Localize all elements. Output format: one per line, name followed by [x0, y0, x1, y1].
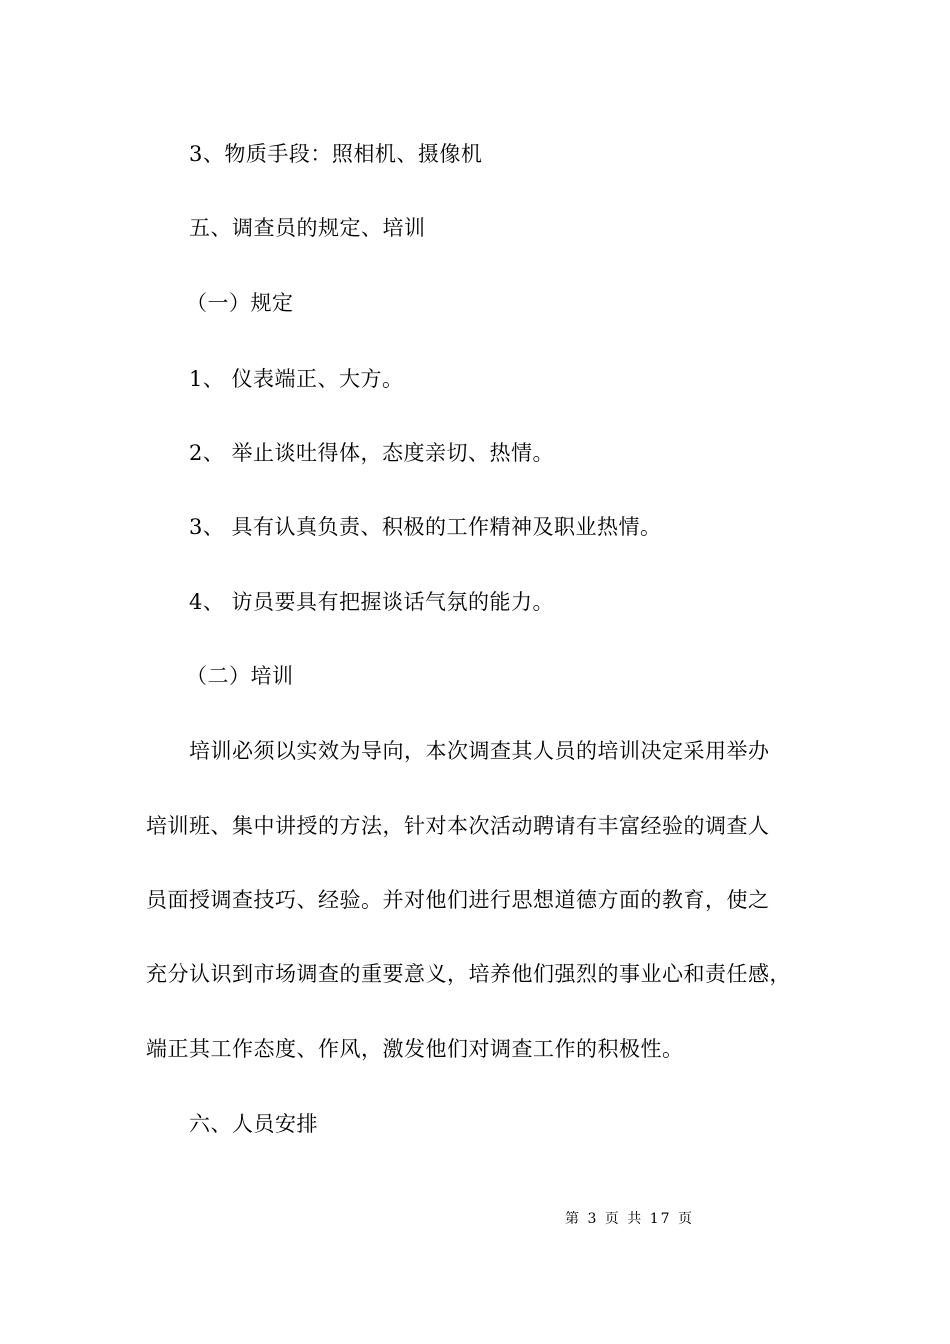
training-paragraph-line-2: 培训班、集中讲授的方法，针对本次活动聘请有丰富经验的调查人 [146, 814, 770, 838]
subsection-heading-requirements: （一）规定 [186, 291, 294, 315]
section-heading-6: 六、人员安排 [189, 1112, 318, 1136]
training-paragraph-line-4: 充分认识到市场调查的重要意义，培养他们强烈的事业心和责任感， [146, 962, 791, 986]
list-item-physical-means: 3、物质手段：照相机、摄像机 [189, 142, 483, 166]
section-heading-5: 五、调查员的规定、培训 [189, 216, 426, 240]
page-number-footer: 第 3 页 共 17 页 [565, 1211, 694, 1227]
training-paragraph-line-3: 员面授调查技巧、经验。并对他们进行思想道德方面的教育，使之 [146, 888, 770, 912]
subsection-heading-training: （二）培训 [186, 664, 294, 688]
requirement-item-1: 1、 仪表端正、大方。 [189, 367, 404, 391]
requirement-item-4: 4、 访员要具有把握谈话气氛的能力。 [189, 590, 555, 614]
training-paragraph-line-5: 端正其工作态度、作风，激发他们对调查工作的积极性。 [146, 1037, 684, 1061]
requirement-item-2: 2、 举止谈吐得体，态度亲切、热情。 [189, 441, 555, 465]
training-paragraph-line-1: 培训必须以实效为导向，本次调查其人员的培训决定采用举办 [189, 739, 770, 763]
requirement-item-3: 3、 具有认真负责、积极的工作精神及职业热情。 [189, 515, 662, 539]
